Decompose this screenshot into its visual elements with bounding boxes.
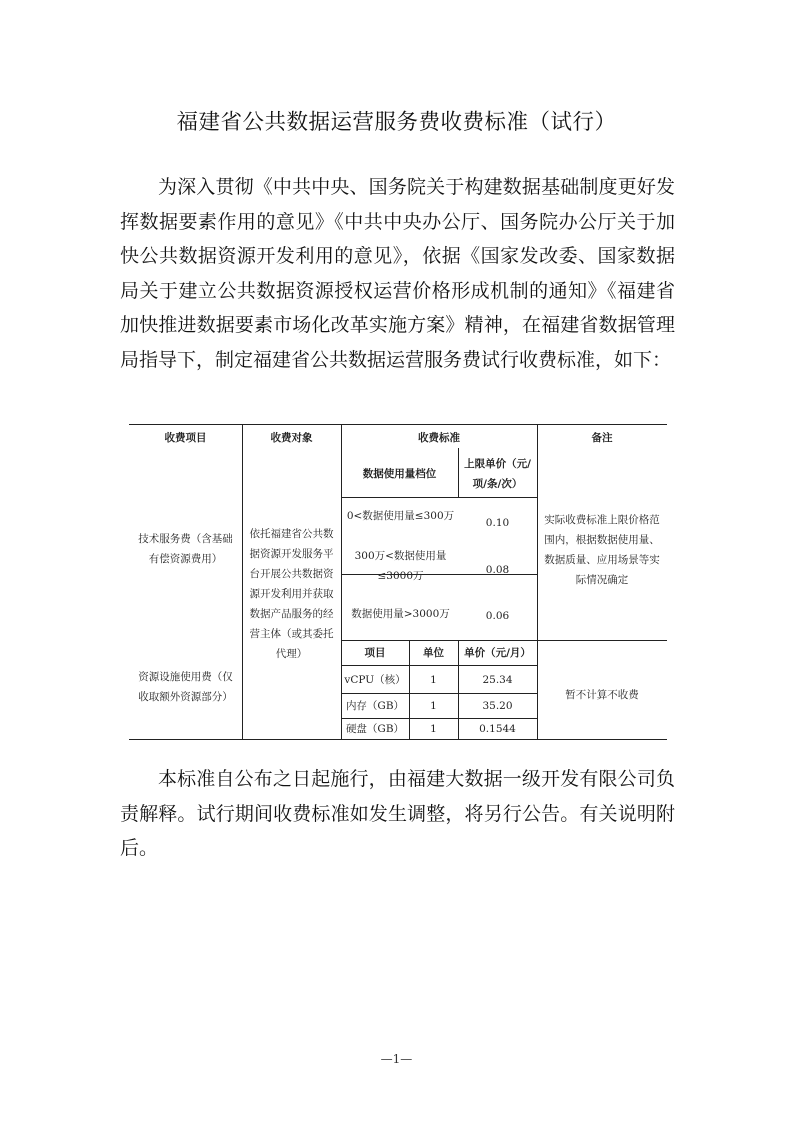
document-title: 福建省公共数据运营服务费收费标准（试行） [176,110,617,135]
tech-fee-item: 技术服务费（含基础有偿资源费用） [138,533,233,565]
price-header: 上限单价（元/项/条/次） [464,457,531,490]
resource-unit: 1 [430,700,437,712]
resource-unit: 1 [430,723,437,735]
page-number: —1— [380,1052,413,1066]
resource-header-name: 项目 [364,647,386,659]
intro-paragraph: 为深入贯彻《中共中央、国务院关于构建数据基础制度更好发挥数据要素作用的意见》《中共中央办公厅、国务院办公厅关于加快公共数据资源开发利用的意见》，依据《国家发改委、国家数据局关于建立公共数据资源授权运营价格形成机制的通知》《福建省加快推进数据要素市场化改革实施方案》精神，在福建省数据管理局指导下，制定福建省公共数据运营服务费试行收费标准，如下： [120,176,675,371]
resource-unit: 1 [430,673,437,686]
tier-header: 数据使用量档位 [362,467,437,480]
tier-label: 0<数据使用量≤300万 [346,510,455,522]
closing-paragraph: 本标准自公布之日起施行，由福建大数据一级开发有限公司负责解释。试行期间收费标准如发生调整，将另行公告。有关说明附后。 [120,768,675,859]
resource-fee-item: 资源设施使用费（仅收取额外资源部分） [138,671,233,703]
tier-label: 数据使用量>3000万 [351,608,450,620]
header-fee-item: 收费项目 [164,432,207,444]
tier-price: 0.08 [485,564,510,576]
resource-header-unit: 单位 [423,647,444,659]
resource-name: 硬盘（GB） [345,723,405,735]
resource-name: vCPU（核） [344,673,406,686]
resource-price: 0.1544 [479,723,516,735]
tech-fee-remark: 实际收费标准上限价格范围内，根据数据使用量、数据质量、应用场景等实际情况确定 [544,514,660,586]
header-fee-standard: 收费标准 [418,432,460,444]
tier-price: 0.06 [485,610,510,622]
tier-price: 0.10 [485,517,510,529]
resource-price: 25.34 [482,673,513,686]
resource-name: 内存（GB） [345,700,405,712]
header-remark: 备注 [591,432,613,444]
tier-label: 300万<数据使用量≤3000万 [354,550,447,582]
resource-fee-remark: 暂不计算不收费 [565,689,639,701]
resource-price: 35.20 [482,700,513,712]
header-fee-target: 收费对象 [270,432,313,444]
fee-table [129,424,667,740]
resource-header-price: 单价（元/月） [464,647,531,659]
fee-target-desc: 依托福建省公共数据资源开发服务平台开展公共数据资源开发利用并获取数据产品服务的经营主体（或其委托代理） [249,528,334,660]
